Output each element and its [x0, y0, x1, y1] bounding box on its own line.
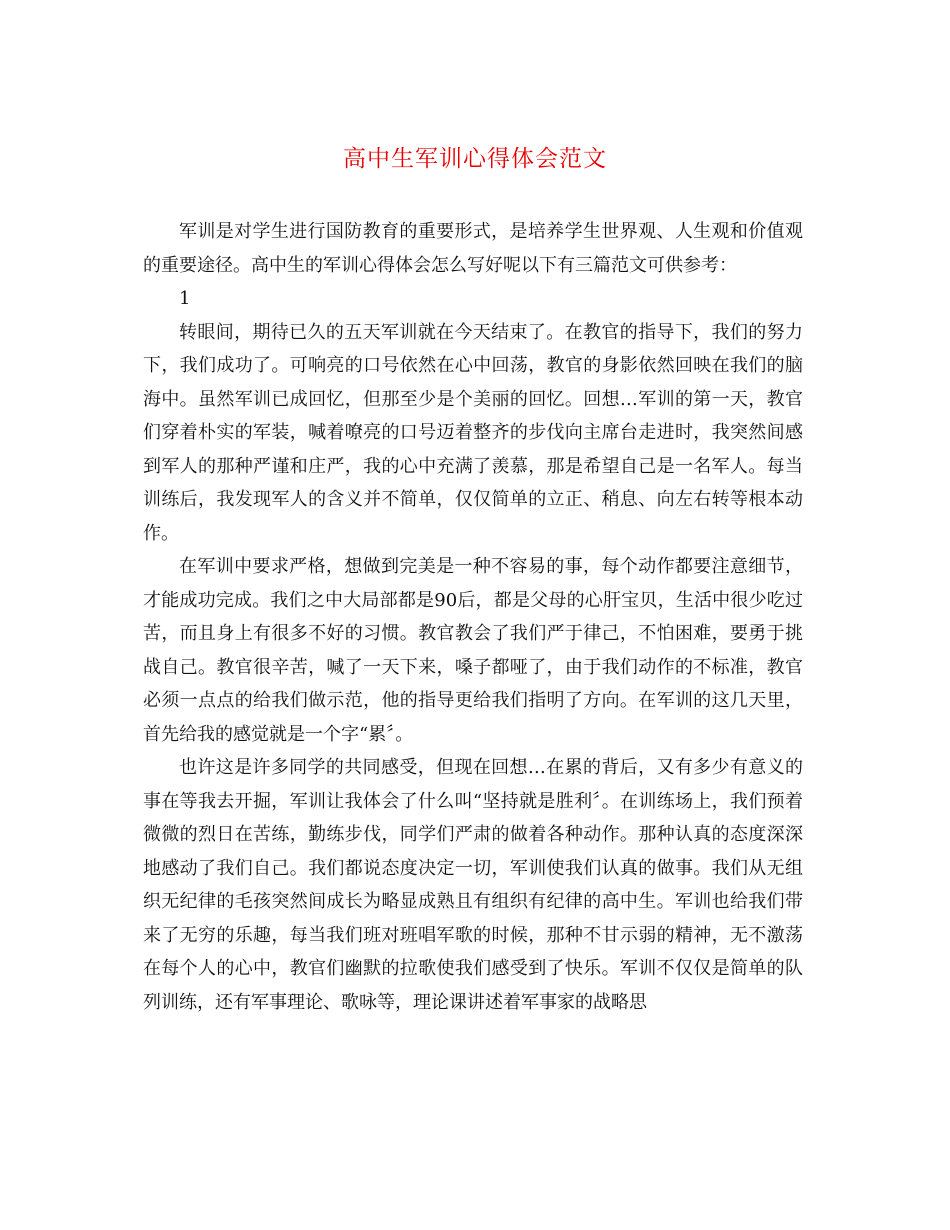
document-title: 高中生军训心得体会范文 — [343, 146, 607, 172]
document-body — [143, 215, 803, 1019]
paragraph-essay-1: 转眼间，期待已久的五天军训就在今天结束了。在教官的指导下，我们的努力下，我们成功了。可响亮的口号依然在心中回荡，教官的身影依然回映在我们的脑海中。虽然军训已成回忆，但那至少是个美丽的回忆。回想…军训的第一天，教官们穿着朴实的军装，喊着嘹亮的口号迈着整齐的步伐向主席台走进时，我突然间感到军人的那种严谨和庄严，我的心中充满了羡慕，那是希望自己是一名军人。每当训练后，我发现军人的含义并不简单，仅仅简单的立正、稍息、向左右转等根本动作。 — [143, 321, 803, 544]
paragraph-intro: 军训是对学生进行国防教育的重要形式，是培养学生世界观、人生观和价值观的重要途径。高中生的军训心得体会怎么写好呢以下有三篇范文可供参考： — [143, 221, 803, 276]
paragraph-essay-3: 也许这是许多同学的共同感受，但现在回想…在累的背后，又有多少有意义的事在等我去开掘，军训让我体会了什么叫“坚持就是胜利〞。在训练场上，我们预着微微的烈日在苦练，勤练步伐，同学们严肃的做着各种动作。那种认真的态度深深地感动了我们自己。我们都说态度决定一切，军训使我们认真的做事。我们从无组织无纪律的毛孩突然间成长为略显成熟且有组织有纪律的高中生。军训也给我们带来了无穷的乐趣，每当我们班对班唱军歌的时候，那种不甘示弱的精神，无不激荡在每个人的心中，教官们幽默的拉歌使我们感受到了快乐。军训不仅仅是简单的队列训练，还有军事理论、歌咏等，理论课讲述着军事家的战略思 — [143, 757, 803, 1013]
paragraph-section-number: 1 — [179, 288, 191, 309]
paragraph-essay-2: 在军训中要求严格，想做到完美是一种不容易的事，每个动作都要注意细节，才能成功完成。我们之中大局部都是90后，都是父母的心肝宝贝，生活中很少吃过苦，而且身上有很多不好的习惯。教官教会了我们严于律己，不怕困难，要勇于挑战自己。教官很辛苦，喊了一天下来，嗓子都哑了，由于我们动作的不标准，教官必须一点点的给我们做示范，他的指导更给我们指明了方向。在军训的这几天里，首先给我的感觉就是一个字“累〞。 — [143, 556, 803, 745]
